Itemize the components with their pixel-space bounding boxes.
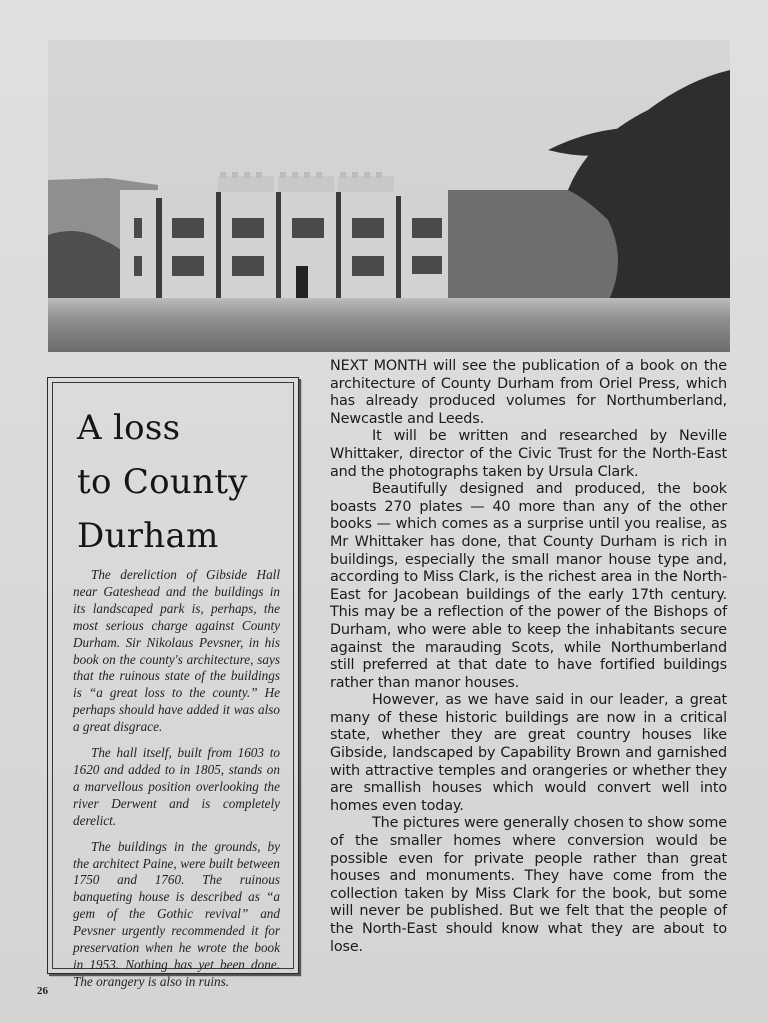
sidebar-paragraph: The hall itself, built from 1603 to 1620 and added to in 1805, stands on a marvellous position overlooking the river Derwent and is completely derelict. [73, 745, 280, 828]
headline [77, 401, 248, 563]
headline-line-2: to County [77, 462, 248, 502]
sidebar-box [47, 377, 299, 989]
article-paragraph: NEXT MONTH will see the publication of a book on the architecture of County Durham from Oriel Press, which has already produced volumes for Northumberland, Newcastle and Leeds. [330, 358, 727, 427]
hall-building [120, 172, 450, 302]
headline-line-1: A loss [77, 408, 181, 448]
sidebar-inner-border [52, 382, 294, 989]
article-paragraph: It will be written and researched by Neville Whittaker, director of the Civic Trust for the North-East and the photographs taken by Ursula Clark. [330, 428, 727, 480]
article-paragraph: Beautifully designed and produced, the book boasts 270 plates — 40 more than any of the other books — which comes as a surprise until you realise, as Mr Whittaker has done, that County Durham is rich in buildings, especially the small manor house type and, according to Miss Clark, is the richest area in the North-East for Jacobean buildings of the early 17th century. This may be a reflection of the power of the Bishops of Durham, who were able to keep the inhabitants secure against the marauding Scots, while Northumberland still preferred at that date to have fortified buildings rather than manor houses. [330, 481, 727, 691]
page-number: 26 [37, 985, 48, 997]
doorway [296, 266, 308, 298]
article-body [330, 358, 727, 956]
article-paragraph: However, as we have said in our leader, a great many of these historic buildings are now in a critical state, whether they are great country houses like Gibside, landscaped by Capability Brown and garnished with attractive temples and orangeries or whether they are smallish houses which would convert well into homes even today. [330, 692, 727, 814]
sidebar-intro [73, 567, 280, 1000]
sidebar-paragraph: The dereliction of Gibside Hall near Gateshead and the buildings in its landscaped park is, perhaps, the most serious charge against County Durham. Sir Nikolaus Pevsner, in his book on the county's architecture, says that the ruinous state of the buildings is “a great loss to the county.” He perhaps should have added it was also a great disgrace. [73, 567, 280, 735]
sidebar-paragraph: The buildings in the grounds, by the architect Paine, were built between 1750 and 1760. The ruinous banqueting house is described as “a gem of the Gothic revival” and Pevsner urgently recommended it for preservation when he wrote the book in 1953. Nothing has yet been done. The orangery is also in ruins. [73, 838, 280, 989]
lawn [48, 298, 730, 352]
gibside-hall-photo [48, 40, 730, 352]
article-paragraph: The pictures were generally chosen to show some of the smaller homes where conversion would be possible even for private people rather than great houses and monuments. They have come from the collection taken by Miss Clark for the book, but some will never be published. But we felt that the people of the North-East should know what they are about to lose. [330, 815, 727, 955]
photo-illustration [48, 40, 730, 352]
headline-line-3: Durham [77, 516, 219, 556]
